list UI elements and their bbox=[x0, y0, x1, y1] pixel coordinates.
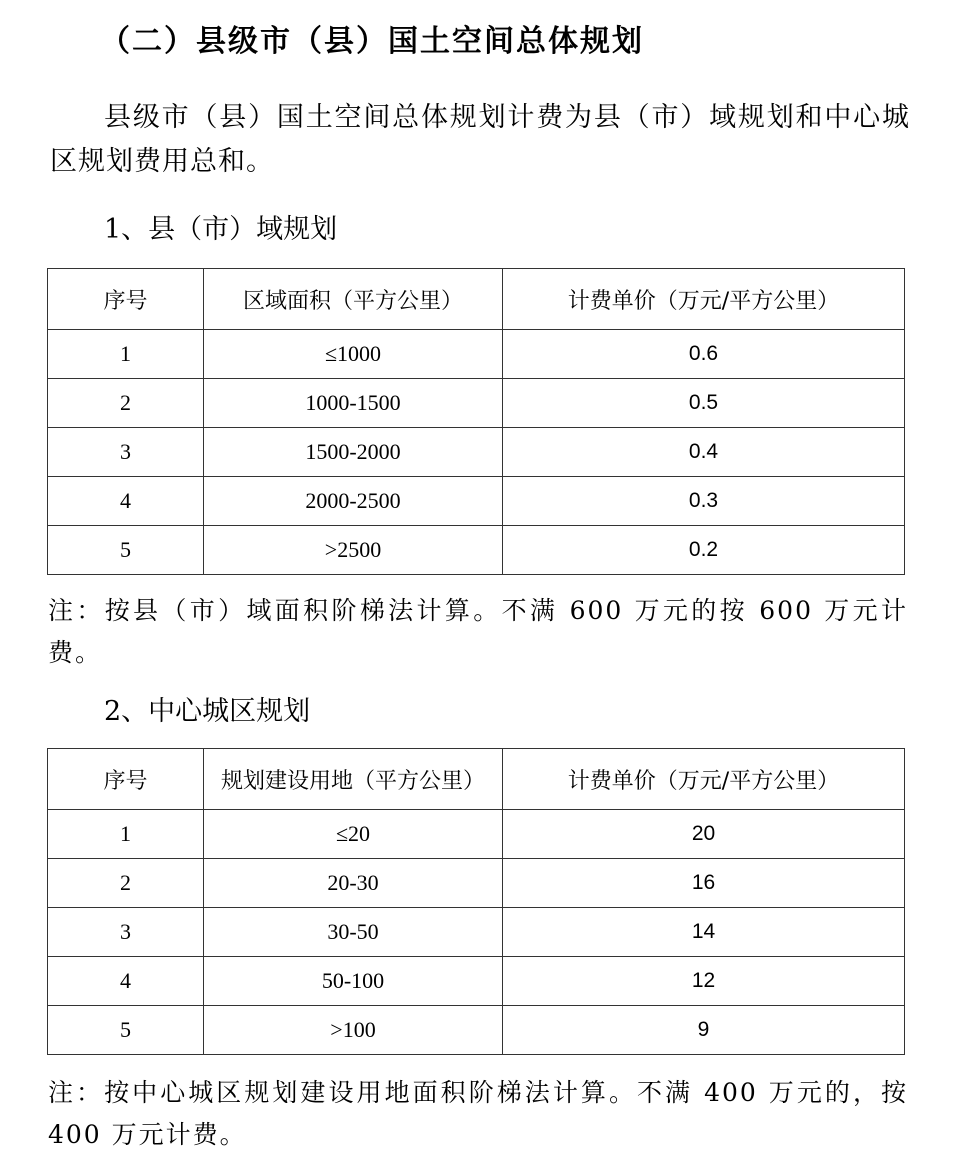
cell-range: 1000-1500 bbox=[204, 379, 503, 428]
cell-seq: 3 bbox=[48, 428, 204, 477]
cell-seq: 3 bbox=[48, 908, 204, 957]
cell-price: 0.5 bbox=[503, 379, 905, 428]
cell-price: 0.3 bbox=[503, 477, 905, 526]
cell-seq: 4 bbox=[48, 477, 204, 526]
table-header-row bbox=[48, 749, 905, 810]
table-row bbox=[48, 957, 905, 1006]
cell-range: 50-100 bbox=[204, 957, 503, 1006]
cell-range: ≤20 bbox=[204, 810, 503, 859]
subsection-title-urban: 2、中心城区规划 bbox=[104, 696, 311, 727]
cell-range: 2000-2500 bbox=[204, 477, 503, 526]
county-note: 注：按县（市）域面积阶梯法计算。不满 600 万元的按 600 万元计费。 bbox=[48, 596, 908, 667]
cell-price: 0.2 bbox=[503, 526, 905, 575]
cell-range: 30-50 bbox=[204, 908, 503, 957]
cell-seq: 5 bbox=[48, 1006, 204, 1055]
cell-price: 12 bbox=[503, 957, 905, 1006]
cell-seq: 1 bbox=[48, 330, 204, 379]
section-heading: （二）县级市（县）国土空间总体规划 bbox=[100, 24, 644, 59]
cell-range: >100 bbox=[204, 1006, 503, 1055]
table-row bbox=[48, 908, 905, 957]
header-area: 区域面积（平方公里） bbox=[204, 269, 503, 330]
table-row bbox=[48, 1006, 905, 1055]
cell-price: 0.4 bbox=[503, 428, 905, 477]
header-seq: 序号 bbox=[48, 269, 204, 330]
cell-seq: 5 bbox=[48, 526, 204, 575]
cell-range: 20-30 bbox=[204, 859, 503, 908]
cell-range: 1500-2000 bbox=[204, 428, 503, 477]
header-unit-price: 计费单价（万元/平方公里） bbox=[503, 269, 905, 330]
table-row bbox=[48, 330, 905, 379]
table-row bbox=[48, 859, 905, 908]
table-row bbox=[48, 477, 905, 526]
header-seq: 序号 bbox=[48, 749, 204, 810]
cell-price: 14 bbox=[503, 908, 905, 957]
cell-price: 0.6 bbox=[503, 330, 905, 379]
table-header-row bbox=[48, 269, 905, 330]
cell-price: 20 bbox=[503, 810, 905, 859]
cell-seq: 1 bbox=[48, 810, 204, 859]
urban-note: 注：按中心城区规划建设用地面积阶梯法计算。不满 400 万元的，按 400 万元计费。 bbox=[48, 1078, 908, 1149]
cell-price: 16 bbox=[503, 859, 905, 908]
header-land: 规划建设用地（平方公里） bbox=[204, 749, 503, 810]
urban-fee-table bbox=[47, 748, 905, 1055]
cell-seq: 2 bbox=[48, 379, 204, 428]
cell-seq: 4 bbox=[48, 957, 204, 1006]
cell-price: 9 bbox=[503, 1006, 905, 1055]
table-row bbox=[48, 428, 905, 477]
table-row bbox=[48, 526, 905, 575]
header-unit-price: 计费单价（万元/平方公里） bbox=[503, 749, 905, 810]
cell-range: >2500 bbox=[204, 526, 503, 575]
county-fee-table bbox=[47, 268, 905, 575]
subsection-title-county: 1、县（市）域规划 bbox=[104, 214, 338, 245]
cell-range: ≤1000 bbox=[204, 330, 503, 379]
intro-paragraph: 县级市（县）国土空间总体规划计费为县（市）域规划和中心城区规划费用总和。 bbox=[50, 102, 910, 177]
cell-seq: 2 bbox=[48, 859, 204, 908]
table-row bbox=[48, 379, 905, 428]
table-row bbox=[48, 810, 905, 859]
